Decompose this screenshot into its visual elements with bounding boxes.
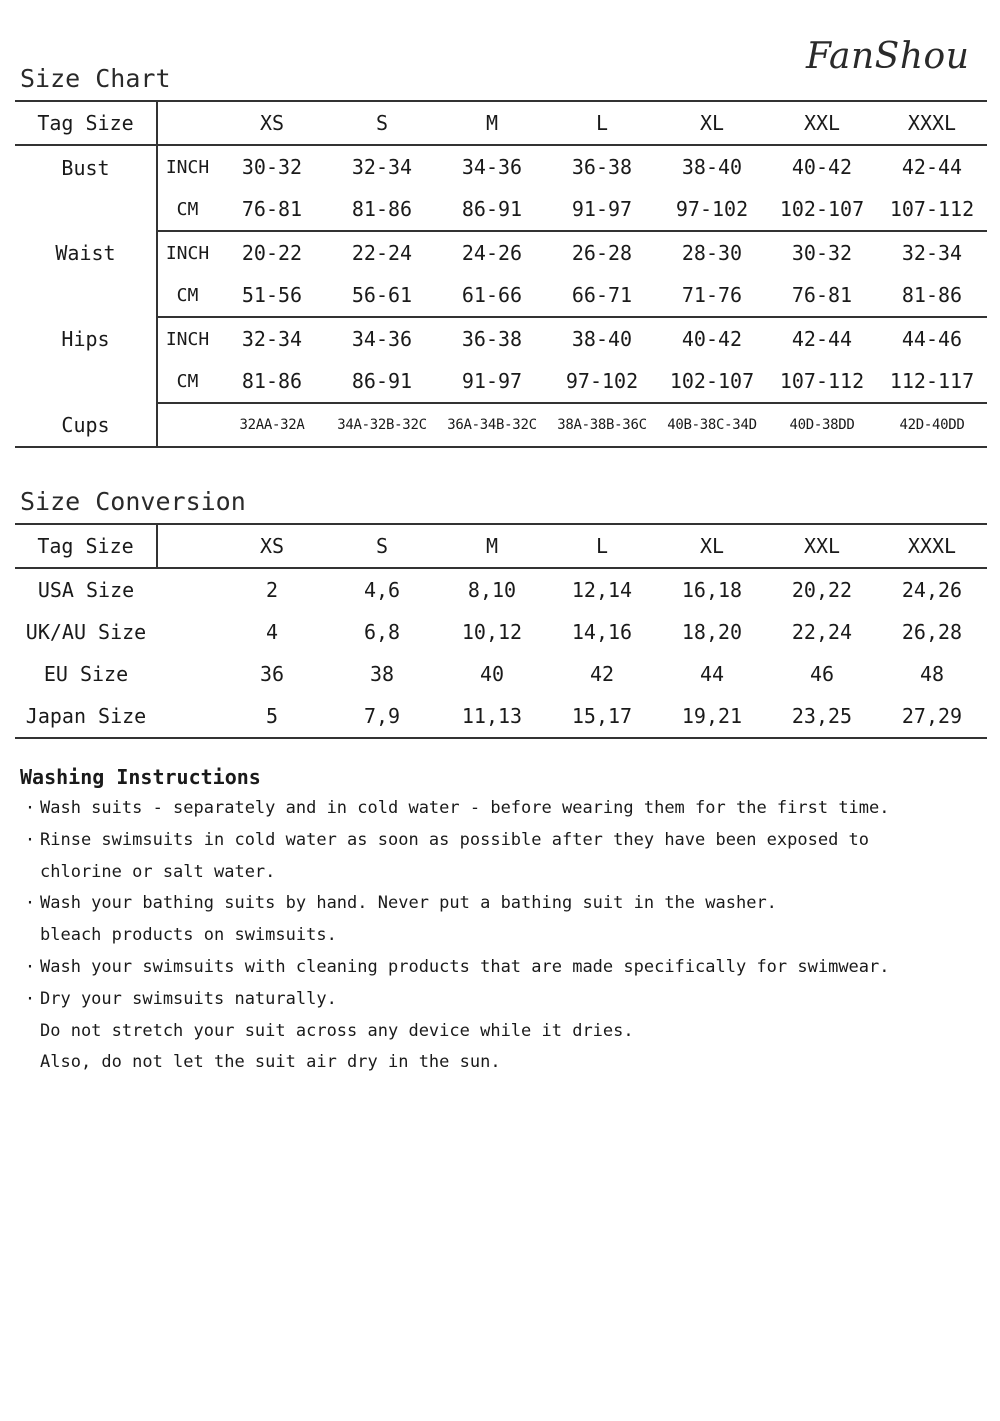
measure-cell: 91-97 xyxy=(437,360,547,403)
conversion-cell: 16,18 xyxy=(681,578,743,602)
conversion-cell: 26,28 xyxy=(901,620,963,644)
header-spacer xyxy=(157,101,217,145)
conversion-cell: 7,9 xyxy=(363,704,401,728)
measure-cell: 102-107 xyxy=(767,188,877,231)
measure-cell: 34-36 xyxy=(461,155,523,179)
bullet-icon: · xyxy=(24,956,36,977)
washing-text: Rinse swimsuits in cold water as soon as possible after they have been exposed to xyxy=(40,829,870,850)
cup-cell: 42D-40DD xyxy=(877,403,987,447)
measure-cell: 36-38 xyxy=(571,155,633,179)
size-header-xs: XS xyxy=(217,524,327,568)
size-header-xxxl: XXXL xyxy=(877,101,987,145)
brand-logo: FanShou xyxy=(806,36,970,77)
conversion-row xyxy=(15,653,987,695)
conversion-cell: 48 xyxy=(919,662,945,686)
measure-cell: 86-91 xyxy=(327,360,437,403)
measure-cell: 28-30 xyxy=(681,241,743,265)
size-header-s: S xyxy=(327,101,437,145)
washing-line xyxy=(20,984,980,1016)
washing-line xyxy=(20,793,980,825)
conversion-cell: 38 xyxy=(369,662,395,686)
size-header-xxl: XXL xyxy=(767,101,877,145)
measure-cell: 22-24 xyxy=(351,241,413,265)
size-conversion-title: Size Conversion xyxy=(20,487,246,516)
conversion-label xyxy=(15,568,217,611)
conversion-cell: 23,25 xyxy=(791,704,853,728)
tag-size-label: Tag Size xyxy=(15,524,157,568)
cups-spacer xyxy=(157,403,217,447)
conversion-row xyxy=(15,611,987,653)
bullet-icon: · xyxy=(24,988,36,1009)
size-conversion-table xyxy=(15,523,987,739)
conversion-cell: 5 xyxy=(265,704,279,728)
measure-cell: 51-56 xyxy=(217,274,327,317)
measure-cell: 61-66 xyxy=(437,274,547,317)
unit-label: INCH xyxy=(165,156,210,178)
cup-cell: 34A-32B-32C xyxy=(327,403,437,447)
unit-label: CM xyxy=(157,188,217,231)
measure-cell: 20-22 xyxy=(241,241,303,265)
size-header-l: L xyxy=(547,101,657,145)
size-header-xl: XL xyxy=(657,101,767,145)
measure-cell: 81-86 xyxy=(217,360,327,403)
header-spacer xyxy=(157,524,217,568)
measure-cell: 34-36 xyxy=(351,327,413,351)
measure-cell: 38-40 xyxy=(681,155,743,179)
measure-label-bust: Bust xyxy=(15,145,157,231)
measure-cell: 32-34 xyxy=(351,155,413,179)
conversion-row xyxy=(15,695,987,738)
measure-cell: 81-86 xyxy=(327,188,437,231)
measure-row-bust-inch xyxy=(15,145,987,188)
size-header-s: S xyxy=(327,524,437,568)
bullet-icon: · xyxy=(24,893,36,914)
measure-label-waist: Waist xyxy=(15,231,157,317)
conversion-cell: 42 xyxy=(589,662,615,686)
washing-title: Washing Instructions xyxy=(20,765,261,789)
chart-header-row xyxy=(15,101,987,145)
conversion-cell: 46 xyxy=(809,662,835,686)
washing-line xyxy=(20,1047,980,1079)
bullet-icon: · xyxy=(24,829,36,850)
washing-line xyxy=(20,1016,980,1048)
size-chart-title: Size Chart xyxy=(20,64,171,93)
conversion-cell: 4 xyxy=(265,620,279,644)
measure-cell: 42-44 xyxy=(791,327,853,351)
measure-row-hips-inch xyxy=(15,317,987,360)
washing-text: Wash your swimsuits with cleaning products that are made specifically for swimwear. xyxy=(40,956,890,977)
measure-cell: 38-40 xyxy=(571,327,633,351)
measure-cell: 91-97 xyxy=(547,188,657,231)
conversion-label xyxy=(15,653,217,695)
conversion-cell: 24,26 xyxy=(901,578,963,602)
measure-cell: 42-44 xyxy=(901,155,963,179)
washing-text: Also, do not let the suit air dry in the sun. xyxy=(40,1052,501,1073)
tag-size-label: Tag Size xyxy=(15,101,157,145)
conversion-label-text: USA Size xyxy=(37,578,135,602)
measure-cell: 32-34 xyxy=(901,241,963,265)
conversion-label-text: UK/AU Size xyxy=(25,620,147,644)
measure-row-hips-cm xyxy=(15,360,987,403)
cup-cell: 36A-34B-32C xyxy=(437,403,547,447)
conversion-cell: 11,13 xyxy=(461,704,523,728)
measure-cell: 107-112 xyxy=(767,360,877,403)
measure-cell: 36-38 xyxy=(461,327,523,351)
bullet-icon: · xyxy=(24,798,36,818)
measure-cell: 26-28 xyxy=(571,241,633,265)
washing-line xyxy=(20,920,980,952)
measure-cell: 112-117 xyxy=(877,360,987,403)
conversion-cell: 20,22 xyxy=(791,578,853,602)
conversion-label-text: Japan Size xyxy=(25,704,147,728)
washing-text: chlorine or salt water. xyxy=(40,861,276,882)
measure-cell: 76-81 xyxy=(217,188,327,231)
washing-line xyxy=(20,857,980,889)
conversion-cell: 12,14 xyxy=(571,578,633,602)
size-header-m: M xyxy=(437,524,547,568)
measure-row-bust-cm xyxy=(15,188,987,231)
conversion-cell: 36 xyxy=(259,662,285,686)
measure-cell: 97-102 xyxy=(547,360,657,403)
conversion-cell: 19,21 xyxy=(681,704,743,728)
measure-cell: 107-112 xyxy=(877,188,987,231)
conversion-cell: 14,16 xyxy=(571,620,633,644)
washing-line xyxy=(20,825,980,857)
size-header-xs: XS xyxy=(217,101,327,145)
cup-cell: 38A-38B-36C xyxy=(547,403,657,447)
conversion-cell: 15,17 xyxy=(571,704,633,728)
washing-text: Wash your bathing suits by hand. Never put a bathing suit in the washer. xyxy=(40,893,777,914)
conversion-cell: 27,29 xyxy=(901,704,963,728)
conversion-label xyxy=(15,695,217,738)
measure-cell: 81-86 xyxy=(877,274,987,317)
cups-row xyxy=(15,403,987,447)
measure-cell: 44-46 xyxy=(901,327,963,351)
measure-cell: 66-71 xyxy=(547,274,657,317)
measure-cell: 76-81 xyxy=(767,274,877,317)
measure-cell: 102-107 xyxy=(657,360,767,403)
washing-list xyxy=(20,793,980,1079)
size-header-xl: XL xyxy=(657,524,767,568)
size-header-m: M xyxy=(437,101,547,145)
conversion-cell: 2 xyxy=(265,578,279,602)
size-header-xxl: XXL xyxy=(767,524,877,568)
cup-cell: 40B-38C-34D xyxy=(657,403,767,447)
conversion-header-row xyxy=(15,524,987,568)
washing-text: bleach products on swimsuits. xyxy=(40,925,337,946)
conversion-cell: 22,24 xyxy=(791,620,853,644)
measure-cell: 71-76 xyxy=(657,274,767,317)
measure-cell: 32-34 xyxy=(241,327,303,351)
cups-label: Cups xyxy=(15,403,157,447)
cup-cell: 32AA-32A xyxy=(217,403,327,447)
measure-cell: 30-32 xyxy=(241,155,303,179)
conversion-row xyxy=(15,568,987,611)
conversion-cell: 4,6 xyxy=(363,578,401,602)
conversion-label-text: EU Size xyxy=(43,662,129,686)
size-header-l: L xyxy=(547,524,657,568)
measure-cell: 40-42 xyxy=(791,155,853,179)
size-header-xxxl: XXXL xyxy=(877,524,987,568)
conversion-cell: 8,10 xyxy=(467,578,517,602)
measure-cell: 97-102 xyxy=(657,188,767,231)
washing-instructions xyxy=(20,765,980,1079)
measure-cell: 24-26 xyxy=(461,241,523,265)
measure-cell: 30-32 xyxy=(791,241,853,265)
measure-label-hips: Hips xyxy=(15,317,157,403)
measure-row-waist-inch xyxy=(15,231,987,274)
cup-cell: 40D-38DD xyxy=(767,403,877,447)
unit-label: CM xyxy=(157,274,217,317)
size-chart-table xyxy=(15,100,987,448)
measure-cell: 40-42 xyxy=(681,327,743,351)
unit-label: INCH xyxy=(165,242,210,264)
washing-text: Wash suits - separately and in cold water - before wearing them for the first time. xyxy=(40,798,890,818)
conversion-cell: 40 xyxy=(479,662,505,686)
conversion-cell: 44 xyxy=(699,662,725,686)
washing-line xyxy=(20,888,980,920)
washing-text: Dry your swimsuits naturally. xyxy=(40,988,337,1009)
conversion-cell: 10,12 xyxy=(461,620,523,644)
washing-text: Do not stretch your suit across any device while it dries. xyxy=(40,1020,634,1041)
washing-line xyxy=(20,952,980,984)
measure-cell: 56-61 xyxy=(327,274,437,317)
conversion-cell: 6,8 xyxy=(363,620,401,644)
unit-label: INCH xyxy=(165,328,210,350)
conversion-cell: 18,20 xyxy=(681,620,743,644)
unit-label: CM xyxy=(157,360,217,403)
conversion-label xyxy=(15,611,217,653)
measure-cell: 86-91 xyxy=(437,188,547,231)
measure-row-waist-cm xyxy=(15,274,987,317)
